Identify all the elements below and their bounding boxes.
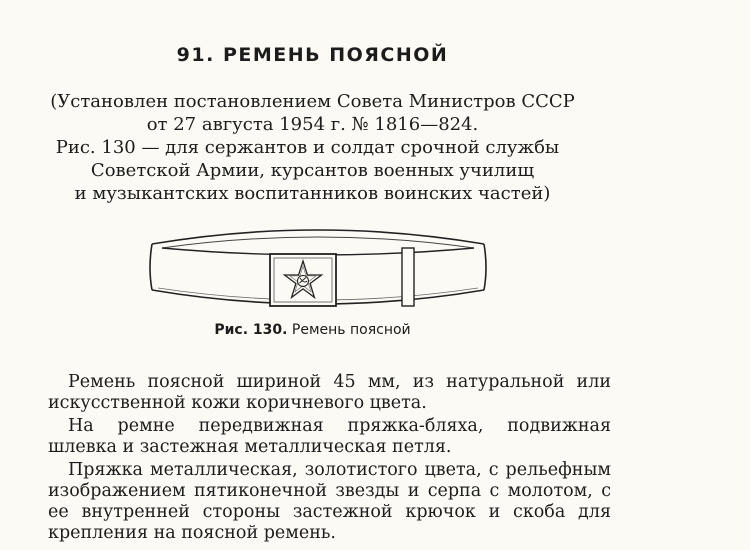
decree-note xyxy=(0,90,625,205)
figure-caption xyxy=(0,322,625,338)
decree-line: Рис. 130 — для сержантов и солдат срочной службы xyxy=(55,137,560,158)
belt-back-edge-inner xyxy=(162,237,474,248)
decree-line: и музыкантских воспитанников воинских частей) xyxy=(74,183,551,204)
belt-front-right-end xyxy=(484,244,486,290)
paragraph: Пряжка металлическая, золотистого цвета, с рельефным изображением пятиконечной звезды и серпа с молотом, с ее внутренней стороны застежной крючок и скоба для крепления на поясной ремень. xyxy=(48,460,611,543)
decree-line: Советской Армии, курсантов военных училищ xyxy=(90,160,535,181)
figure-label: Рис. 130. xyxy=(214,322,288,338)
belt-front-top xyxy=(150,244,152,290)
figure-caption-text: Ремень поясной xyxy=(291,322,411,338)
belt-drawing xyxy=(138,218,498,318)
paragraph: Ремень поясной шириной 45 мм, из натуральной или искусственной кожи коричневого цвета. xyxy=(48,372,611,413)
belt-illustration xyxy=(138,218,498,318)
decree-line: от 27 августа 1954 г. № 1816—824. xyxy=(146,114,479,135)
section-heading: 91. РЕМЕНЬ ПОЯСНОЙ xyxy=(176,44,449,66)
description-body xyxy=(48,372,611,544)
paragraph: На ремне передвижная пряжка-бляха, подвижная шлевка и застежная металлическая петля. xyxy=(48,416,611,457)
decree-line: (Установлен постановлением Совета Министров СССР xyxy=(50,91,575,112)
belt-loop xyxy=(402,248,414,306)
